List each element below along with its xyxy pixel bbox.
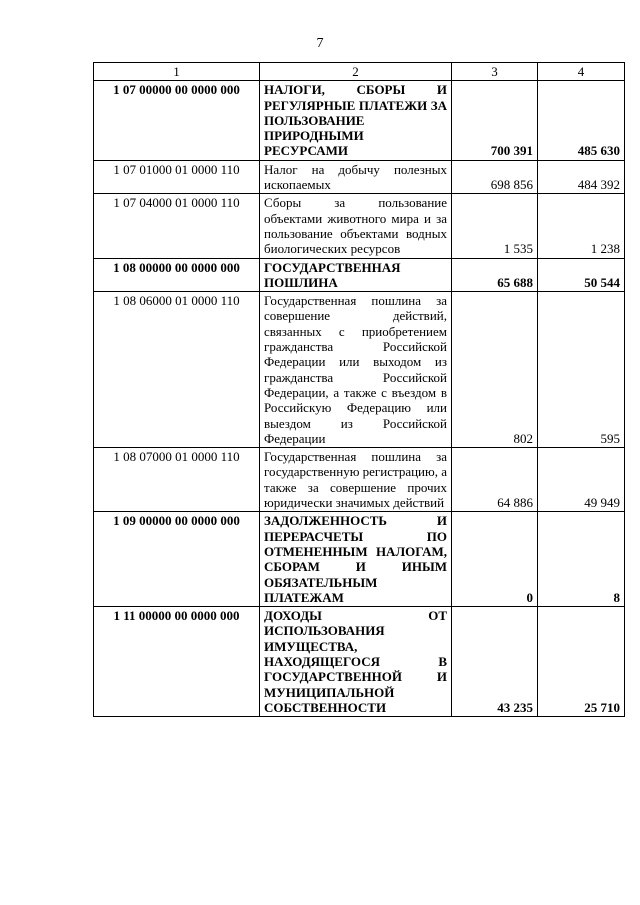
table-row — [94, 258, 625, 292]
item-name: ЗАДОЛЖЕННОСТЬ И ПЕРЕРАСЧЕТЫ ПО ОТМЕНЕННЫМ НАЛОГАМ, СБОРАМ И ИНЫМ ОБЯЗАТЕЛЬНЫМ ПЛАТЕЖАМ — [260, 512, 452, 607]
budget-code: 1 08 07000 01 0000 110 — [94, 448, 260, 512]
table-row — [94, 512, 625, 607]
value-col4: 25 710 — [538, 607, 625, 717]
item-name: НАЛОГИ, СБОРЫ И РЕГУЛЯРНЫЕ ПЛАТЕЖИ ЗА ПОЛЬЗОВАНИЕ ПРИРОДНЫМИ РЕСУРСАМИ — [260, 81, 452, 160]
budget-table — [93, 62, 625, 717]
value-col4: 484 392 — [538, 160, 625, 194]
column-header: 4 — [538, 63, 625, 81]
value-col3: 65 688 — [452, 258, 538, 292]
value-col3: 1 535 — [452, 194, 538, 258]
value-col3: 700 391 — [452, 81, 538, 160]
column-header: 3 — [452, 63, 538, 81]
item-name: Налог на добычу полезных ископаемых — [260, 160, 452, 194]
value-col4: 8 — [538, 512, 625, 607]
item-name: Государственная пошлина за государственную регистрацию, а также за совершение прочих юридически значимых действий — [260, 448, 452, 512]
item-name: Сборы за пользование объектами животного мира и за пользование объектами водных биологических ресурсов — [260, 194, 452, 258]
table-row — [94, 194, 625, 258]
value-col4: 49 949 — [538, 448, 625, 512]
value-col4: 595 — [538, 292, 625, 448]
column-header: 2 — [260, 63, 452, 81]
budget-code: 1 09 00000 00 0000 000 — [94, 512, 260, 607]
item-name: ГОСУДАРСТВЕННАЯ ПОШЛИНА — [260, 258, 452, 292]
value-col3: 0 — [452, 512, 538, 607]
budget-code: 1 07 01000 01 0000 110 — [94, 160, 260, 194]
budget-code: 1 07 00000 00 0000 000 — [94, 81, 260, 160]
value-col4: 485 630 — [538, 81, 625, 160]
value-col3: 698 856 — [452, 160, 538, 194]
column-header: 1 — [94, 63, 260, 81]
item-name: ДОХОДЫ ОТ ИСПОЛЬЗОВАНИЯ ИМУЩЕСТВА, НАХОДЯЩЕГОСЯ В ГОСУДАРСТВЕННОЙ И МУНИЦИПАЛЬНОЙ СОБСТВЕННОСТИ — [260, 607, 452, 717]
item-name: Государственная пошлина за совершение действий, связанных с приобретением гражданства Российской Федерации или выходом из гражданства Российской Федерации, а также с въездом в Российскую Федерацию или выездом из Российской Федерации — [260, 292, 452, 448]
value-col4: 1 238 — [538, 194, 625, 258]
value-col3: 802 — [452, 292, 538, 448]
budget-code: 1 11 00000 00 0000 000 — [94, 607, 260, 717]
value-col3: 43 235 — [452, 607, 538, 717]
table-row — [94, 160, 625, 194]
value-col3: 64 886 — [452, 448, 538, 512]
budget-code: 1 08 00000 00 0000 000 — [94, 258, 260, 292]
table-row — [94, 292, 625, 448]
table-row — [94, 81, 625, 160]
table-row — [94, 607, 625, 717]
table-row — [94, 448, 625, 512]
budget-code: 1 08 06000 01 0000 110 — [94, 292, 260, 448]
value-col4: 50 544 — [538, 258, 625, 292]
page-number: 7 — [316, 36, 324, 51]
budget-code: 1 07 04000 01 0000 110 — [94, 194, 260, 258]
table-header-row — [94, 63, 625, 81]
